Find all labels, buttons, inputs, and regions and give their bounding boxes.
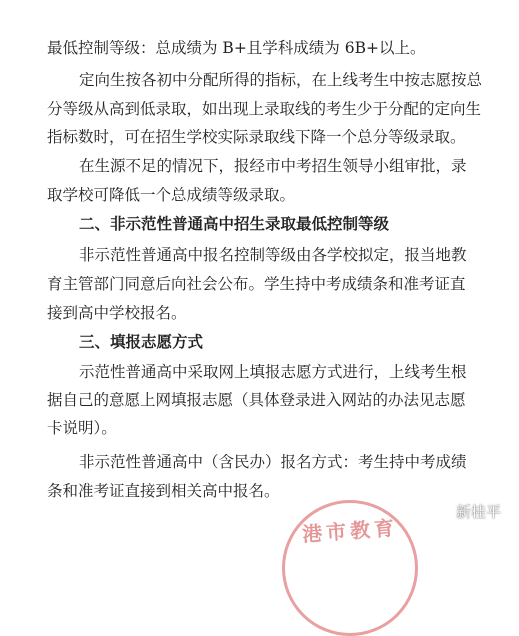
watermark-text: 新桂平 xyxy=(455,502,501,521)
text-line: 条和准考证直接到相关高中报名。 xyxy=(47,482,280,500)
text-line: 定向生按各初中分配所得的指标，在上线考生中按志愿按总 xyxy=(79,71,483,89)
text-line: 分等级从高到低录取，如出现上录取线的考生少于分配的定向生 xyxy=(47,100,482,118)
text-line: 卡说明）。 xyxy=(47,419,117,437)
section-heading: 三、填报志愿方式 xyxy=(79,333,204,351)
text-line: 最低控制等级：总成绩为 B+且学科成绩为 6B+以上。 xyxy=(47,39,426,57)
text-line: 据自己的意愿上网填报志愿（具体登录进入网站的办法见志愿 xyxy=(47,391,466,409)
text-line: 指标数时，可在招生学校实际录取线下降一个总分等级录取。 xyxy=(47,128,466,146)
text-line: 在生源不足的情况下，报经市中考招生领导小组审批，录 xyxy=(79,157,467,175)
text-line: 取学校可降低一个总成绩等级录取。 xyxy=(47,186,296,204)
text-line: 接到高中学校报名。 xyxy=(47,304,187,322)
text-line: 非示范性普通高中（含民办）报名方式：考生持中考成绩 xyxy=(79,453,467,471)
wechat-icon xyxy=(428,500,456,522)
seal-text: 港市教育 xyxy=(301,515,399,547)
watermark xyxy=(428,500,501,522)
text-line: 示范性普通高中采取网上填报志愿方式进行，上线考生根 xyxy=(79,363,467,381)
text-line: 育主管部门同意后向社会公布。学生持中考成绩条和准考证直 xyxy=(47,275,466,293)
official-seal xyxy=(282,500,418,636)
section-heading: 二、非示范性普通高中招生录取最低控制等级 xyxy=(79,215,390,233)
text-line: 非示范性普通高中报名控制等级由各学校拟定，报当地教 xyxy=(79,246,467,264)
